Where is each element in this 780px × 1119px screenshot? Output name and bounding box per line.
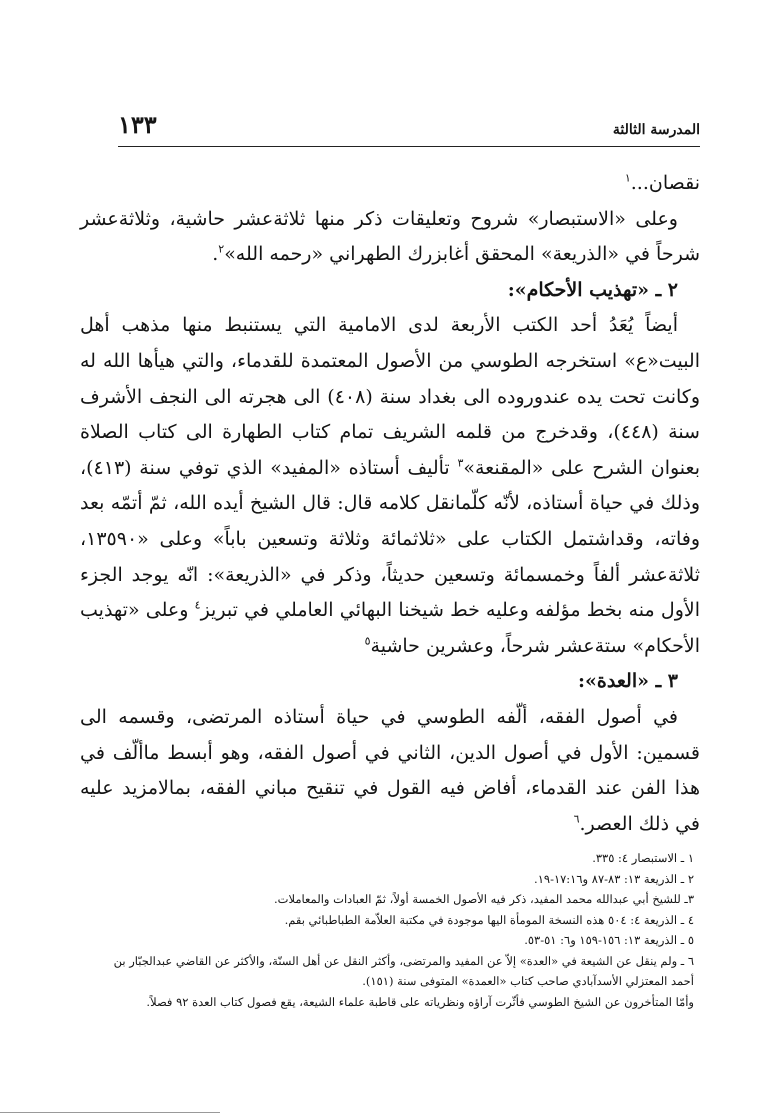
footnote-continuation: وأمّا المتأخرون عن الشيخ الطوسي فأثّرت آراؤه ونظرياته على قاطبة علماء الشيعة، يقع فصول كتاب العدة ٩٢ فصلاً. [146, 994, 694, 1009]
paragraph-text: أيضاً يُعَدُ أحد الكتب الأربعة لدى الامامية التي يستنبط منها مذهب أهل البيت«ع» استخرجه الطوسي من الأصول المعتمدة للقدماء، والتي هيأها الله له وكانت تحت يده عندوروده الى بغداد سنة (٤٠٨) الى هجرته الى النجف الأشرف سنة (٤٤٨)، وقدخرج من قلمه الشريف تمام كتاب الطهارة الى كتاب الصلاة بعنوان الشرح على «المقنعة» [80, 314, 701, 479]
section-heading-tahdhib: ٢ ـ «تهذيب الأحكام»: [507, 278, 678, 301]
footnote-ref: ٤ [194, 598, 201, 612]
paragraph-tail: . [212, 243, 219, 266]
paragraph-tahdhib [80, 308, 700, 664]
footnote-ref: ٦ [573, 812, 580, 826]
footnote: ٢ ـ الذريعة ١٣: ٨٣-٨٧ و١٧:١٦-١٩. [534, 871, 694, 886]
footnote: ٦ ـ ولم ينقل عن الشيعة في «العدة» إلاّ عن المفيد والمرتضى، وأكثر النقل عن أهل السنّة، والأكثر عن القاضي عبدالجبّار بن أحمد المعتزلي الأسدآبادي صاحب كتاب «العمدة» المتوفى سنة (١٥١). [113, 953, 694, 988]
paragraph-continuation [80, 166, 700, 202]
paragraph-text: في أصول الفقه، ألّفه الطوسي في حياة أستاذه المرتضى، وقسمه الى قسمين: الأول في أصول الدين، الثاني في أصول الفقه، وهو أبسط ماألّف في هذا الفن عند القدماء، أفاض فيه القول في تنقيح مباني الفقه، بمالامزيد عليه في ذلك العصر. [80, 705, 700, 835]
paragraph-udda [80, 700, 700, 842]
footnote-ref: ٣ [457, 456, 464, 470]
section-heading-udda: ٣ ـ «العدة»: [578, 670, 678, 693]
footnote: ٤ ـ الذريعة ٤: ٥٠٤ هذه النسخة المومأة اليها موجودة في مكتبة العلاّمة الطباطبائي بقم. [284, 912, 694, 927]
footnote-ref: ١ [624, 171, 631, 185]
footnotes [110, 848, 694, 1012]
footnote-ref: ٥ [364, 634, 371, 648]
main-text [80, 166, 700, 842]
paragraph-tail: تأليف أستاذه «المفيد» الذي توفي سنة (٤١٣)، وذلك في حياة أستاذه، لأنّه كلّمانقل كلامه قال: قال الشيخ أيده الله، ثمّ أتمّه بعد وفاته، وقداشتمل الكتاب على «ثلاثمائة وثلاثة وتسعين باباً» وعلى «١٣٥٩٠، ثلاثةعشر ألفاً وخمسمائة وتسعين حديثاً، وذكر في «الذريعة»: انّه يوجد الجزء الأول منه بخط مؤلفه وعليه خط شيخنا البهائي العاملي في تبريز [80, 456, 700, 622]
paragraph-istibsar [80, 202, 700, 273]
paragraph-tail: وعلى «تهذيب الأحكام» ستةعشر شرحاً، وعشرين حاشية [80, 599, 700, 657]
page-header [118, 108, 700, 147]
footnote-ref: ٢ [218, 242, 225, 256]
running-title: المدرسة الثالثة [612, 122, 700, 138]
footnote: ٥ ـ الذريعة ١٣: ١٥٦-١٥٩ و٦: ٥١-٥٣. [524, 933, 694, 947]
paragraph-text: نقصان... [630, 172, 700, 194]
footnote: ٣ـ للشيخ أبي عبدالله محمد المفيد، ذكر فيه الأصول الخمسة أولاً، ثمّ العبادات والمعاملات. [274, 892, 694, 906]
bottom-edge-rule [0, 1112, 220, 1113]
page-number: ١٣٣ [118, 110, 157, 139]
footnote: ١ ـ الاستبصار ٤: ٣٣٥. [592, 851, 694, 865]
paragraph-text: وعلى «الاستبصار» شروح وتعليقات ذكر منها ثلاثةعشر حاشية، وثلاثةعشر شرحاً في «الذريعة» المحقق أغابزرك الطهراني «رحمه الله» [80, 207, 700, 266]
